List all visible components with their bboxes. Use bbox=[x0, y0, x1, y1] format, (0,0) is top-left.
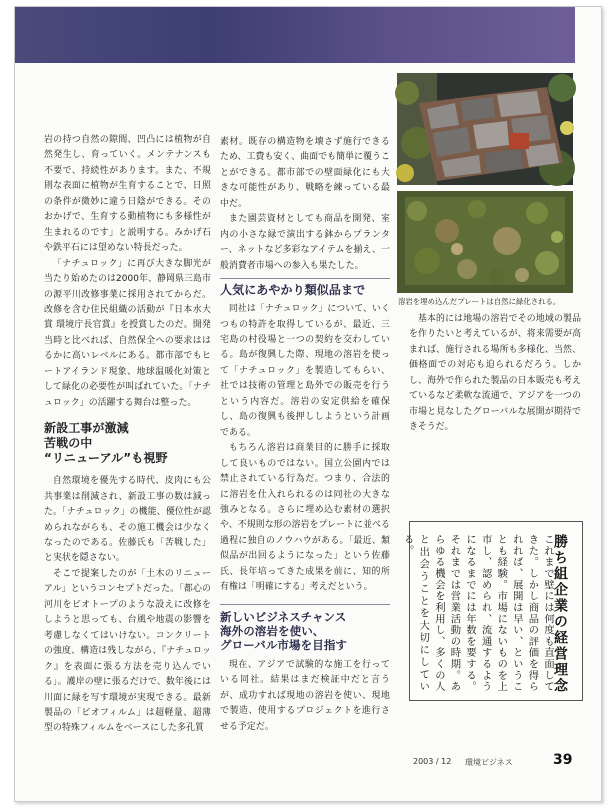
heading-line: 海外の溶岩を使い、 bbox=[220, 623, 325, 638]
section-heading-global bbox=[220, 604, 390, 652]
issue-date: 2003 / 12 bbox=[413, 757, 452, 766]
body-paragraph: そこで提案したのが「土木のリニューアル」というコンセプトだった。「都心の河川をビオトープのような設えに改修をしようと思っても、台風や地震の影響を考慮しなくてはいけない。コンクリートの強度、構造は残しながら、『ナチュロック』を表面に張る方法を売り込んでいる」。護岸の壁に張るだけで、数年後には川面に緑を写す環境が実現できる。最新製品の「ビオフィルム」は超軽量、超薄型の特殊フィルムをベースにした多孔質 bbox=[44, 568, 211, 734]
body-paragraph: 素材。既存の構造物を壊さず施行できるため、工費も安く、曲面でも簡単に覆うことができる。都市部での壁面緑化にも大きな可能性があり、戦略を練っている最中だ。 bbox=[220, 137, 390, 209]
heading-line: 新しいビジネスチャンス bbox=[220, 609, 347, 624]
section-heading-renewal bbox=[44, 421, 211, 466]
body-paragraph: 現在、アジアで試験的な施工を行っている同社。結果はまだ検証中だと言うが、成功すれば現地の溶岩を使い、現地で製造、使用するプロジェクトを進行させる予定だ。 bbox=[220, 659, 390, 732]
body-paragraph: また園芸資材としても商品を開発、室内の小さな緑で演出する鉢からプランター、ネットなど多彩なアイテムを揃え、一般消費者市場への参入も果たした。 bbox=[220, 214, 390, 271]
page-number: 39 bbox=[553, 752, 573, 768]
heading-line: グローバル市場を目指す bbox=[220, 637, 348, 652]
article-column-2 bbox=[220, 135, 390, 735]
heading-line: 苦戦の中 bbox=[44, 436, 93, 451]
photo-caption: 溶岩を埋め込んだプレートは自然に緑化される。 bbox=[398, 297, 561, 306]
article-column-3 bbox=[409, 312, 581, 436]
header-color-band bbox=[15, 7, 575, 63]
body-paragraph: もちろん溶岩は商業目的に勝手に採取して良いものではない。国立公園内では禁止されている行為だ。つまり、合法的に溶岩を仕入れられるのは同社の大きな強みとなる。さらに埋め込む素材の選択や、不規則な形の溶岩をプレートに並べる過程に独自のノウハウがある。「最近、類似品が出回るようになった」という佐藤氏、長年培ってきた成果を前に、知的所有権は「明確にする」考えだという。 bbox=[220, 443, 390, 593]
body-paragraph: 基本的には地場の溶岩でその地域の製品を作りたいと考えているが、将来需要が高まれば、施行される場所も多様化、当然、価格面での対応も迫られるだろう。しかし、海外で作られた製品の日本販売も考えているなど柔軟な流通で、アジアを一つの市場と見なしたグローバルな展開が期待できそうだ。 bbox=[409, 314, 581, 433]
heading-line: 新設工事が激減 bbox=[44, 421, 129, 436]
lava-plate-photo bbox=[397, 73, 573, 185]
management-philosophy-box bbox=[401, 521, 583, 701]
section-heading-imitations: 人気にあやかり類似品まで bbox=[220, 278, 390, 297]
moss-covered-plate-photo bbox=[397, 191, 573, 293]
magazine-name: 環境ビジネス bbox=[465, 758, 513, 767]
magazine-page bbox=[14, 6, 602, 802]
body-paragraph: 同社は「ナチュロック」について、いくつもの特許を取得しているが、最近、三宅島の村役場と一つの契約を交わしている。島が復興した際、現地の溶岩を使って「ナチュロック」を製造してもらい、社では技術の管理と島外での販売を行うという内容だ。溶岩の安定供給を確保し、島の復興も後押ししようという計画である。 bbox=[220, 304, 390, 438]
article-column-1 bbox=[44, 133, 211, 737]
page-footer bbox=[413, 752, 583, 769]
body-paragraph: 自然環境を優先する時代、皮肉にも公共事業は削減され、新設工事の数は減った。「ナチュロック」の機能、優位性が認められながらも、その施工機会は少なくなったのである。佐藤氏も「苦戦した」と実状を隠さない。 bbox=[44, 476, 211, 564]
heading-line: “リニューアル”も視野 bbox=[44, 451, 168, 466]
box-title: 勝ち組企業の経営理念 bbox=[552, 534, 568, 694]
body-paragraph: 「ナチュロック」に再び大きな脚光が当たり始めたのは2000年、静岡県三島市の源平川改修事業に採用されてからだ。改修を含む住民組織の活動が『日本水大賞 環境庁長官賞』を授賞したのだ。開発当時と比べれば、自然保全への要求ははるかに高いレベルにある。都市部でもヒートアイランド現象、地球温暖化対策として緑化の必要性が叫ばれていた。「ナチュロック」の活躍する舞台は整った。 bbox=[44, 258, 211, 408]
body-paragraph: 岩の持つ自然の隙間、凹凸には植物が自然発生し、育っていく。メンテナンスも不要で、持続性があります。また、不規則な表面に植物が生育することで、日照の条件が微妙に違う日陰ができる。そのおかげで、生育する動植物にも多様性が生まれるのです」と説明する。みかげ石や鉄平石には望めない特長だった。 bbox=[44, 135, 211, 254]
box-body: これまで壁には何度も直面してきた。しかし商品の評価を得られれば、展開は早い、ということも経験。市場にないものを上市し、認められ、流通するようになるまでには年数を要する。それまでは営業活動の時期。あらゆる機会を利用し、多くの人と出会うことを大切にしている。 bbox=[401, 534, 554, 692]
